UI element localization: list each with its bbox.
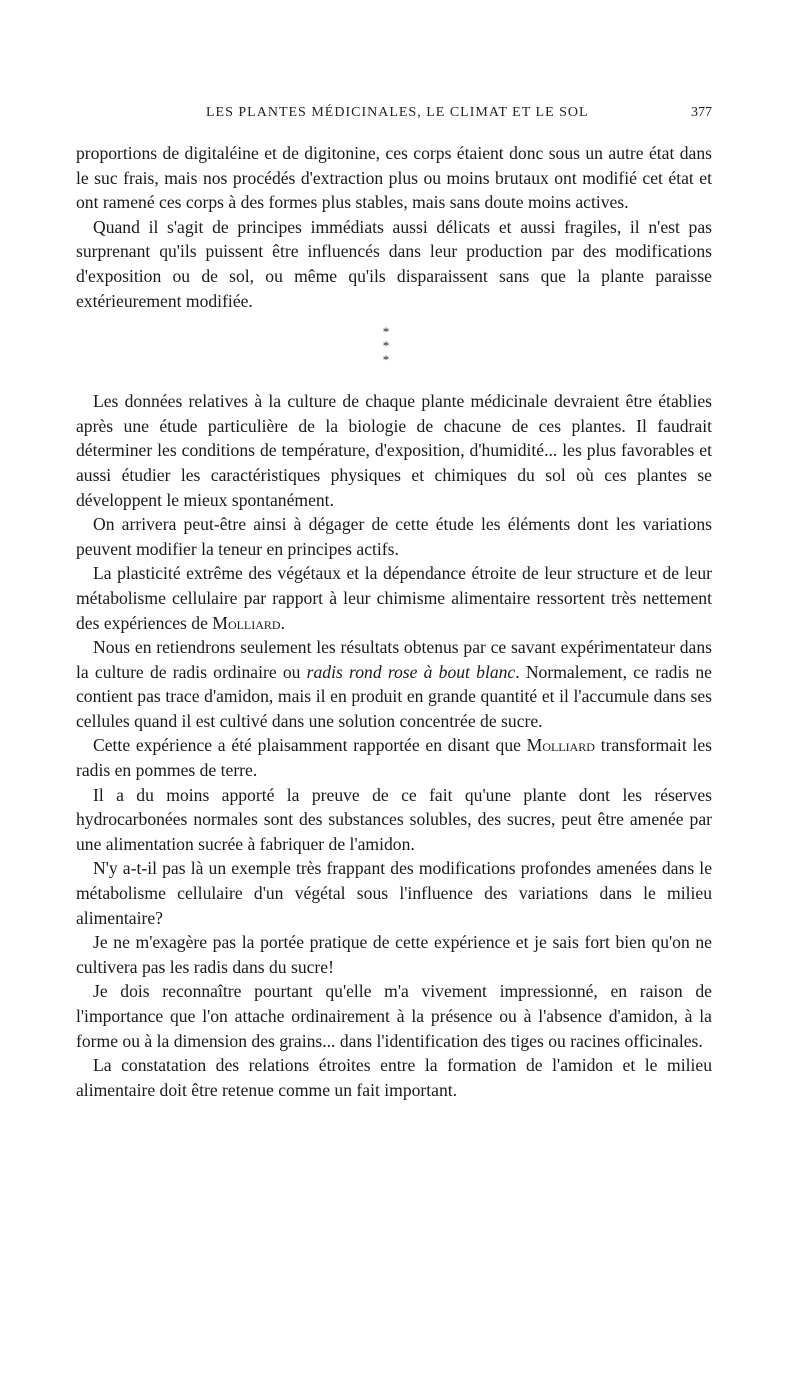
asterism-bottom-stars: * * bbox=[382, 338, 398, 368]
paragraph-5 bbox=[76, 561, 712, 635]
page-number: 377 bbox=[691, 105, 712, 120]
paragraph-8: Il a du moins apporté la preuve de ce fait qu'une plante dont les réserves hydrocarbonées normales sont des substances solubles, des sucres, peut être amenée par une alimentation sucrée à fabriquer de l'amidon. bbox=[76, 784, 712, 854]
page-body bbox=[76, 141, 712, 1102]
paragraph-6-text-a: Nous en retiendrons seulement les résultats obtenus par ce savant expérimentateur dans la culture de radis ordinaire ou bbox=[76, 637, 712, 682]
paragraph-1: proportions de digitaléine et de digitonine, ces corps étaient donc sous un autre état dans le suc frais, mais nos procédés d'extraction plus ou moins brutaux ont modifié cet état et ont ramené ces corps à des formes plus stables, mais sans doute moins actives. bbox=[76, 143, 712, 213]
paragraph-12: La constatation des relations étroites entre la formation de l'amidon et le milieu alimentaire doit être retenue comme un fait important. bbox=[76, 1055, 712, 1100]
paragraph-10: Je ne m'exagère pas la portée pratique de cette expérience et je sais fort bien qu'on ne cultivera pas les radis dans du sucre! bbox=[76, 932, 712, 977]
paragraph-9: N'y a-t-il pas là un exemple très frappant des modifications profondes amenées dans le métabolisme cellulaire d'un végétal sous l'influence des variations dans le milieu alimentaire? bbox=[76, 858, 712, 928]
asterism bbox=[366, 324, 406, 368]
paragraph-3: Les données relatives à la culture de chaque plante médicinale devraient être établies après une étude particulière de la biologie de chacune de ces plantes. Il faudrait déterminer les conditions de température, d'exposition, d'humidité... les plus favorables et aussi étudier les caractéristiques physiques et chimiques du sol où ces plantes se développent le mieux spontanément. bbox=[76, 391, 712, 510]
asterism-top-star: * bbox=[382, 324, 390, 340]
author-name: Molliard bbox=[212, 612, 281, 633]
running-title: LES PLANTES MÉDICINALES, LE CLIMAT ET LE SOL bbox=[206, 105, 589, 120]
author-name: Molliard bbox=[526, 735, 595, 756]
paragraph-7-text-b: transformait les radis en pommes de terre. bbox=[76, 735, 712, 781]
paragraph-11: Je dois reconnaître pourtant qu'elle m'a vivement impressionné, en raison de l'importance que l'on attache ordinairement à la présence ou à l'absence d'amidon, à la forme ou à la dimension des grains... dans l'identification des tiges ou racines officinales. bbox=[76, 981, 712, 1051]
paragraph-7 bbox=[76, 733, 712, 782]
page-header bbox=[76, 105, 712, 127]
paragraph-5-end: . bbox=[280, 612, 286, 633]
radish-variety: radis rond rose à bout blanc bbox=[306, 661, 516, 682]
paragraph-7-text-a: Cette expérience a été plaisamment rapportée en disant que bbox=[93, 735, 527, 756]
paragraph-4: On arrivera peut-être ainsi à dégager de cette étude les éléments dont les variations peuvent modifier la teneur en principes actifs. bbox=[76, 514, 712, 559]
paragraph-2: Quand il s'agit de principes immédiats aussi délicats et aussi fragiles, il n'est pas surprenant qu'ils puissent être influencés dans leur production par des modifications d'exposition ou de sol, ou même qu'ils disparaissent sans que la plante paraisse extérieurement modifiée. bbox=[76, 216, 712, 311]
paragraph-6 bbox=[76, 635, 712, 733]
paragraph-6-text-b: . Normalement, ce radis ne contient pas trace d'amidon, mais il en produit en grande quantité et il l'accumule dans ses cellules quand il est cultivé dans une solution concentrée de sucre. bbox=[76, 661, 712, 731]
paragraph-5-text: La plasticité extrême des végétaux et la dépendance étroite de leur structure et de leur métabolisme cellulaire par rapport à leur chimisme alimentaire ressortent très nettement des expériences de bbox=[76, 563, 712, 633]
section-break bbox=[76, 315, 712, 387]
